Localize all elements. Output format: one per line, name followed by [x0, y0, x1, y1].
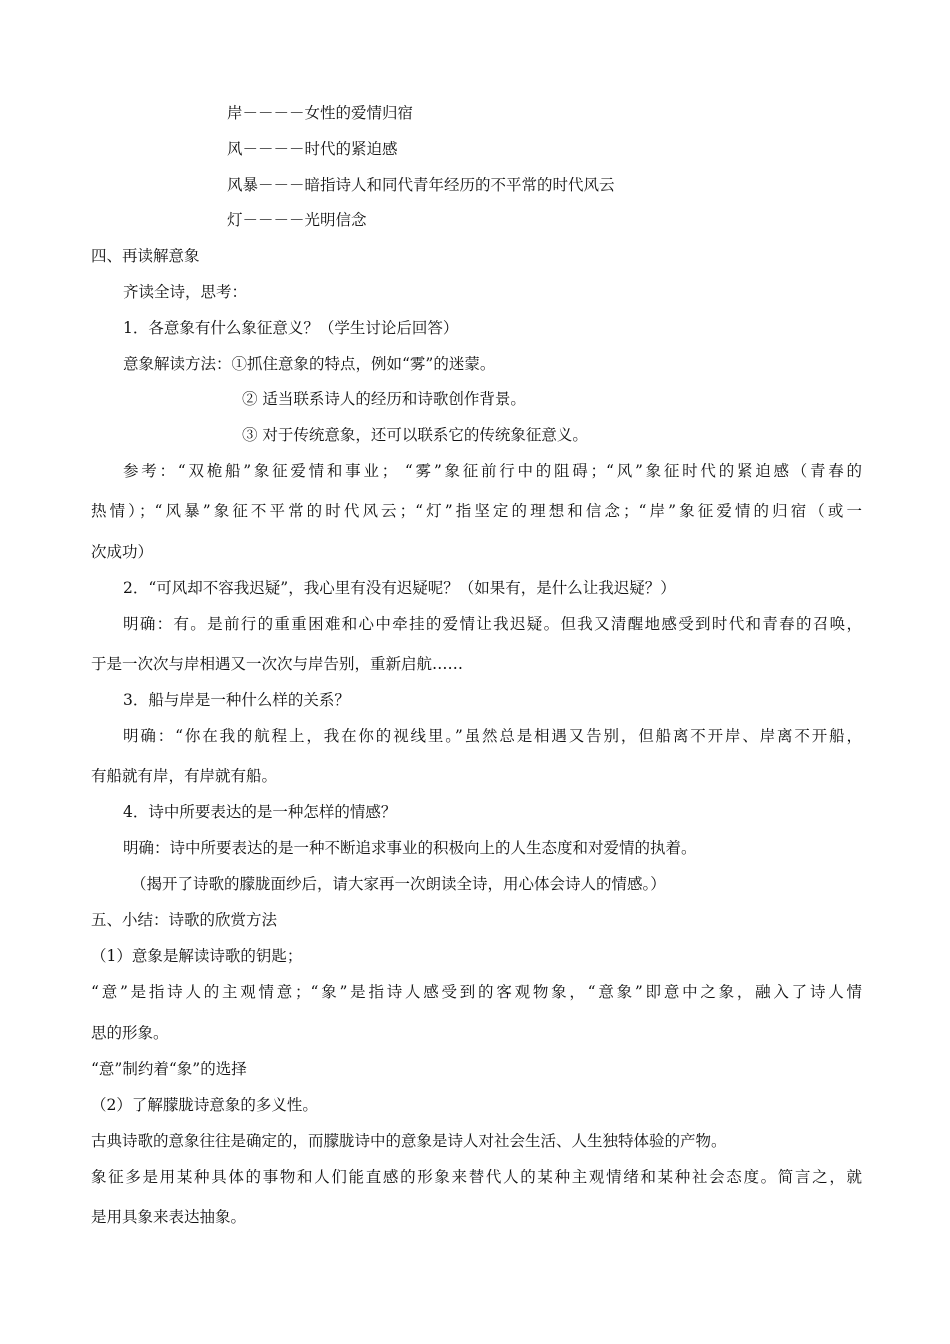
- answer-2-line-1: 明确：有。是前行的重重困难和心中牵挂的爱情让我迟疑。但我又清醒地感受到时代和青春的召唤，: [123, 615, 862, 633]
- summary-classical-vs-misty: 古典诗歌的意象往往是确定的，而朦胧诗中的意象是诗人对社会生活、人生独特体验的产物。: [91, 1132, 727, 1150]
- imagery-item-shore: 岸－－－－女性的爱情归宿: [227, 104, 414, 122]
- question-3: 3．船与岸是一种什么样的关系？: [123, 691, 350, 709]
- summary-symbolism-line-2: 是用具象来表达抽象。: [91, 1208, 247, 1226]
- summary-point-2: （2）了解朦胧诗意象的多义性。: [91, 1096, 318, 1114]
- section-5-heading: 五、小结：诗歌的欣赏方法: [91, 911, 278, 929]
- answer-4: 明确：诗中所要表达的是一种不断追求事业的积极向上的人生态度和对爱情的执着。: [123, 839, 697, 857]
- method-step-3: ③ 对于传统意象，还可以联系它的传统象征意义。: [242, 426, 588, 444]
- imagery-item-lamp: 灯－－－－光明信念: [227, 211, 367, 229]
- summary-constraint: “意”制约着“象”的选择: [91, 1060, 247, 1078]
- section-4-intro: 齐读全诗，思考：: [123, 283, 248, 301]
- section-4-heading: 四、再读解意象: [91, 247, 200, 265]
- reference-answer-line-3: 次成功）: [91, 543, 154, 561]
- method-step-1: 意象解读方法：①抓住意象的特点，例如“雾”的迷蒙。: [123, 355, 496, 373]
- teacher-note: （揭开了诗歌的朦胧面纱后，请大家再一次朗读全诗，用心体会诗人的情感。）: [131, 875, 666, 893]
- summary-definition-line-2: 思的形象。: [91, 1024, 169, 1042]
- method-step-2: ② 适当联系诗人的经历和诗歌创作背景。: [242, 390, 526, 408]
- answer-3-line-2: 有船就有岸，有岸就有船。: [91, 767, 278, 785]
- answer-2-line-2: 于是一次次与岸相遇又一次次与岸告别，重新启航……: [91, 655, 464, 673]
- question-1: 1．各意象有什么象征意义？（学生讨论后回答）: [123, 319, 459, 337]
- summary-point-1: （1）意象是解读诗歌的钥匙；: [91, 947, 303, 965]
- summary-symbolism-line-1: 象征多是用某种具体的事物和人们能直感的形象来替代人的某种主观情绪和某种社会态度。简言之，就: [91, 1168, 862, 1186]
- question-2: 2．“可风却不容我迟疑”，我心里有没有迟疑呢？（如果有，是什么让我迟疑？）: [123, 579, 676, 597]
- answer-3-line-1: 明确：“你在我的航程上，我在你的视线里。”虽然总是相遇又告别，但船离不开岸、岸离不开船，: [123, 727, 862, 745]
- imagery-item-wind: 风－－－－时代的紧迫感: [227, 140, 398, 158]
- reference-answer-line-2: 热情）；“风暴”象征不平常的时代风云；“灯”指坚定的理想和信念；“岸”象征爱情的归宿（或一: [91, 502, 862, 520]
- question-4: 4．诗中所要表达的是一种怎样的情感？: [123, 803, 397, 821]
- summary-definition-line-1: “意”是指诗人的主观情意；“象”是指诗人感受到的客观物象，“意象”即意中之象，融入了诗人情: [91, 983, 862, 1001]
- reference-answer-line-1: 参考：“双桅船”象征爱情和事业； “雾”象征前行中的阻碍；“风”象征时代的紧迫感（青春的: [123, 462, 862, 480]
- imagery-item-storm: 风暴－－－暗指诗人和同代青年经历的不平常的时代风云: [227, 176, 615, 194]
